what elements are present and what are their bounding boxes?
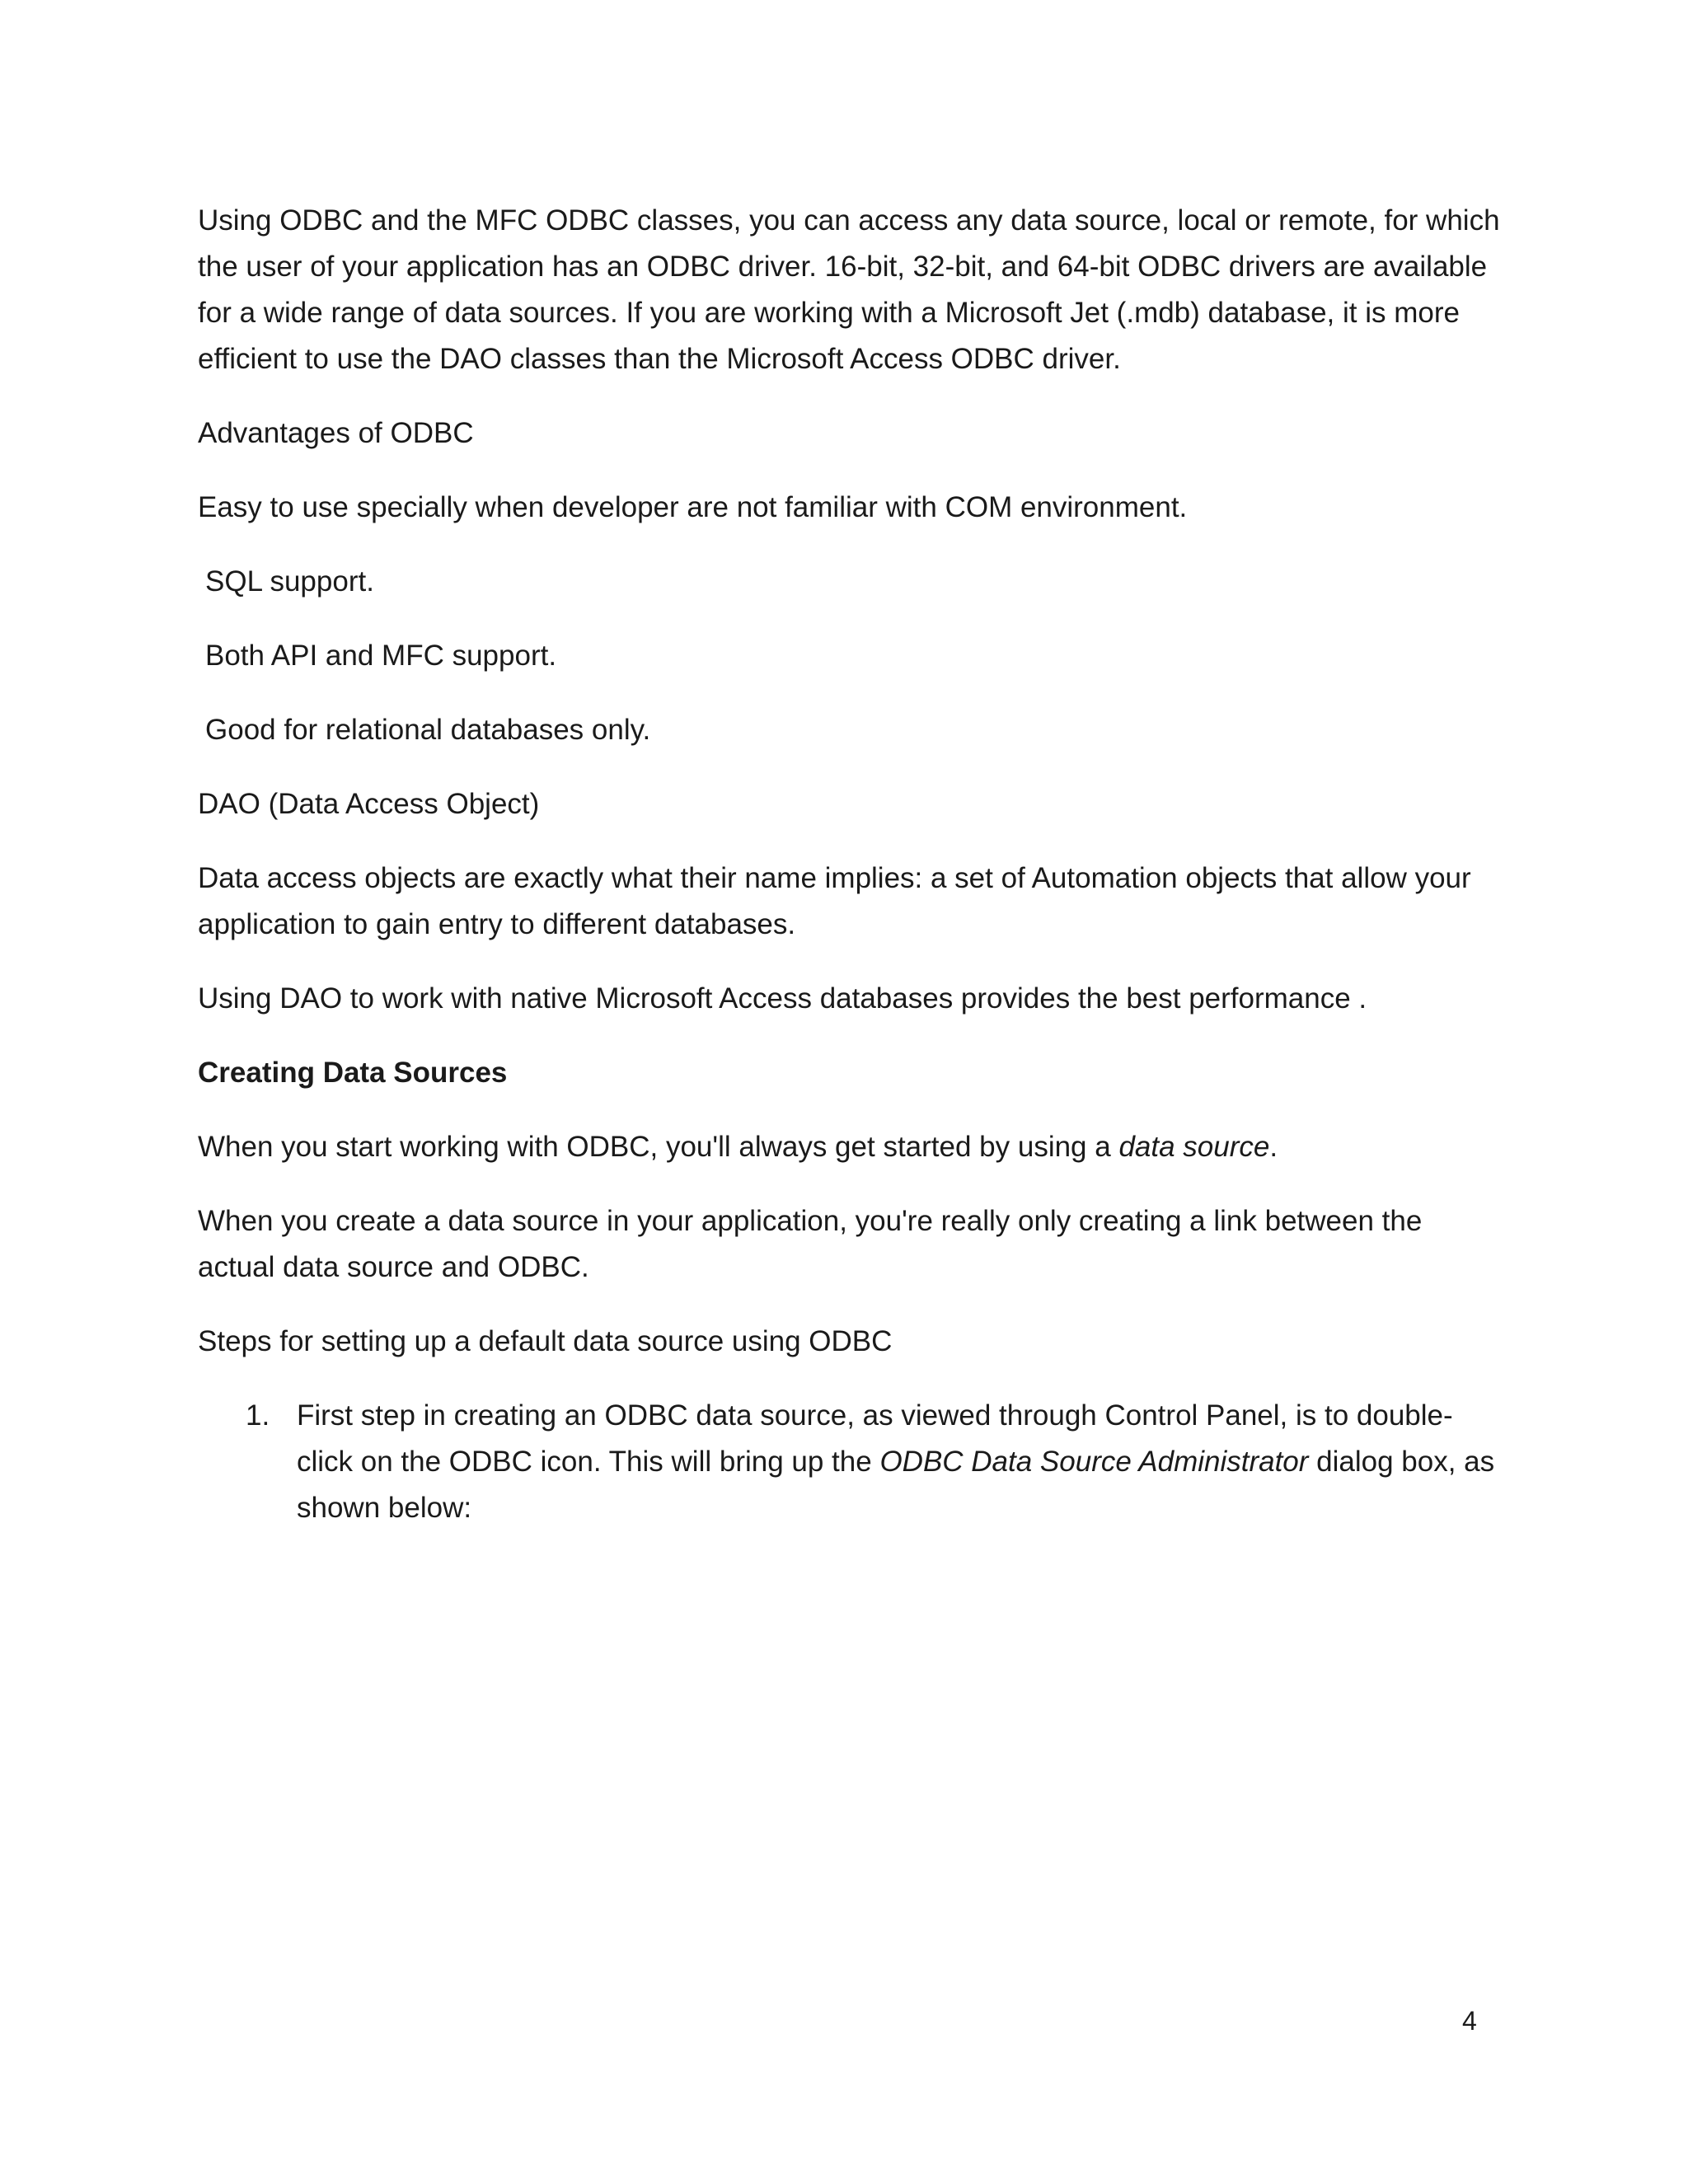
paragraph-odbc-intro: Using ODBC and the MFC ODBC classes, you can access any data source, local or remote, for which the user of your application has an ODBC driver. 16-bit, 32-bit, and 64-bit ODBC drivers are available for a wide range of data sources. If you are working with a Microsoft Jet (.mdb) database, it is more efficient to use the DAO classes than the Microsoft Access ODBC driver. (198, 204, 1500, 375)
italic-term-odbc-administrator: ODBC Data Source Administrator (879, 1446, 1309, 1478)
list-item-text (246, 1393, 1500, 1531)
text-segment: dialog box, as shown below: (297, 1446, 1495, 1524)
paragraph-dao-heading: DAO (Data Access Object) (198, 788, 540, 820)
italic-term-data-source: data source (1118, 1131, 1270, 1163)
page-number: 4 (1462, 2006, 1477, 2036)
paragraph-steps-heading: Steps for setting up a default data source using ODBC (198, 1325, 893, 1357)
section-heading-creating-data-sources: Creating Data Sources (198, 1057, 508, 1089)
text-segment: First step in creating an ODBC data source, as viewed through Control Panel, is to double-click on the ODBC icon. This will bring up the (297, 1399, 1453, 1478)
list-number: 1. (246, 1399, 270, 1432)
text-segment: . (1269, 1131, 1278, 1163)
list-item (198, 1393, 1500, 1531)
paragraph-easy-to-use: Easy to use specially when developer are not familiar with COM environment. (198, 491, 1188, 523)
paragraph-data-source-start (198, 1124, 1500, 1170)
paragraph-dao-description: Data access objects are exactly what their name implies: a set of Automation objects that allow your application to gain entry to different databases. (198, 862, 1471, 940)
page-content (198, 198, 1500, 1531)
paragraph-dao-performance: Using DAO to work with native Microsoft Access databases provides the best performance . (198, 982, 1367, 1015)
paragraph-relational-only: Good for relational databases only. (205, 714, 651, 746)
paragraph-api-mfc-support: Both API and MFC support. (205, 640, 557, 672)
text-segment: When you start working with ODBC, you'll always get started by using a (198, 1131, 1119, 1163)
paragraph-sql-support: SQL support. (205, 565, 374, 598)
paragraph-data-source-link: When you create a data source in your application, you're really only creating a link between the actual data source and ODBC. (198, 1205, 1423, 1283)
paragraph-advantages-heading: Advantages of ODBC (198, 417, 474, 449)
